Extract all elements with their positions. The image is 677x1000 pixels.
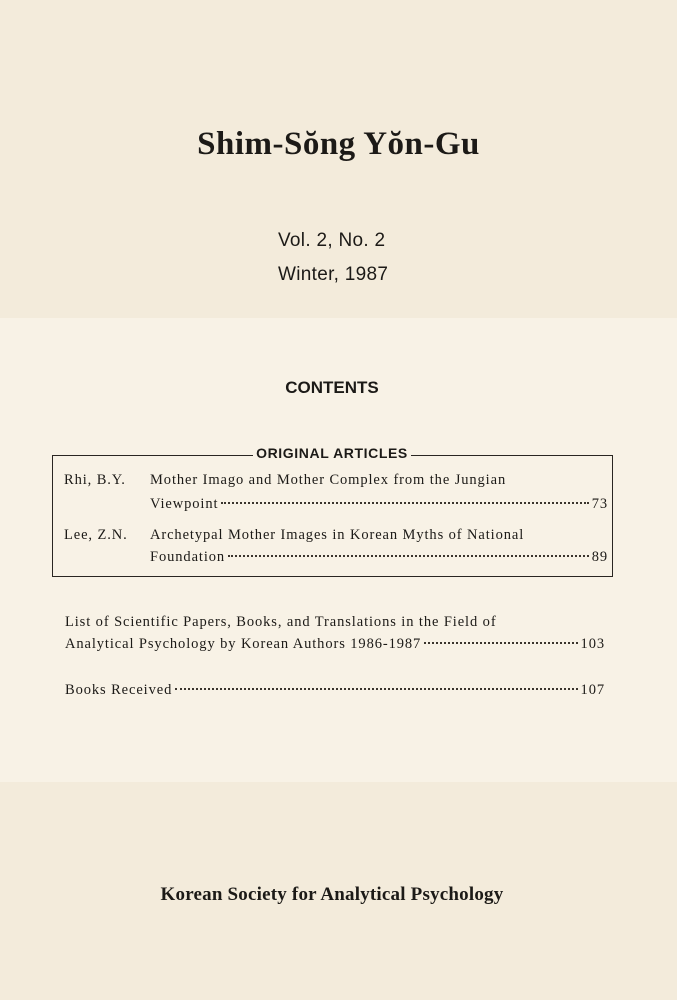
publisher-name: Korean Society for Analytical Psychology — [160, 884, 504, 905]
toc-entry-line[interactable] — [65, 682, 605, 699]
list-title-line[interactable]: List of Scientific Papers, Books, and Translations in the Field of — [65, 614, 497, 630]
dot-leader — [424, 642, 577, 644]
books-received-label: Books Received — [65, 682, 173, 698]
contents-heading: CONTENTS — [285, 378, 379, 397]
page-number: 89 — [591, 549, 608, 565]
page-number: 73 — [591, 496, 608, 512]
page-number: 103 — [580, 636, 605, 652]
page-number: 107 — [580, 682, 605, 698]
article-title-line[interactable]: Archetypal Mother Images in Korean Myths of National — [150, 527, 525, 543]
article-author: Rhi, B.Y. — [64, 472, 126, 488]
dot-leader — [228, 555, 589, 557]
dot-leader — [221, 502, 588, 504]
toc-entry-line[interactable] — [150, 549, 608, 566]
article-author: Lee, Z.N. — [64, 527, 128, 543]
issue-season: Winter, 1987 — [278, 264, 389, 285]
volume-number: Vol. 2, No. 2 — [278, 230, 386, 251]
article-title-line: Viewpoint — [150, 496, 219, 512]
toc-entry-line[interactable] — [150, 496, 608, 513]
section-title-text: ORIGINAL ARTICLES — [253, 445, 411, 461]
section-title — [0, 445, 664, 461]
article-title-line: Foundation — [150, 549, 226, 565]
dot-leader — [175, 688, 577, 690]
list-title-line: Analytical Psychology by Korean Authors 1986-1987 — [65, 636, 422, 652]
journal-title: Shim-Sŏng Yŏn-Gu — [197, 126, 480, 162]
article-title-line[interactable]: Mother Imago and Mother Complex from the Jungian — [150, 472, 507, 488]
toc-entry-line[interactable] — [65, 636, 605, 653]
